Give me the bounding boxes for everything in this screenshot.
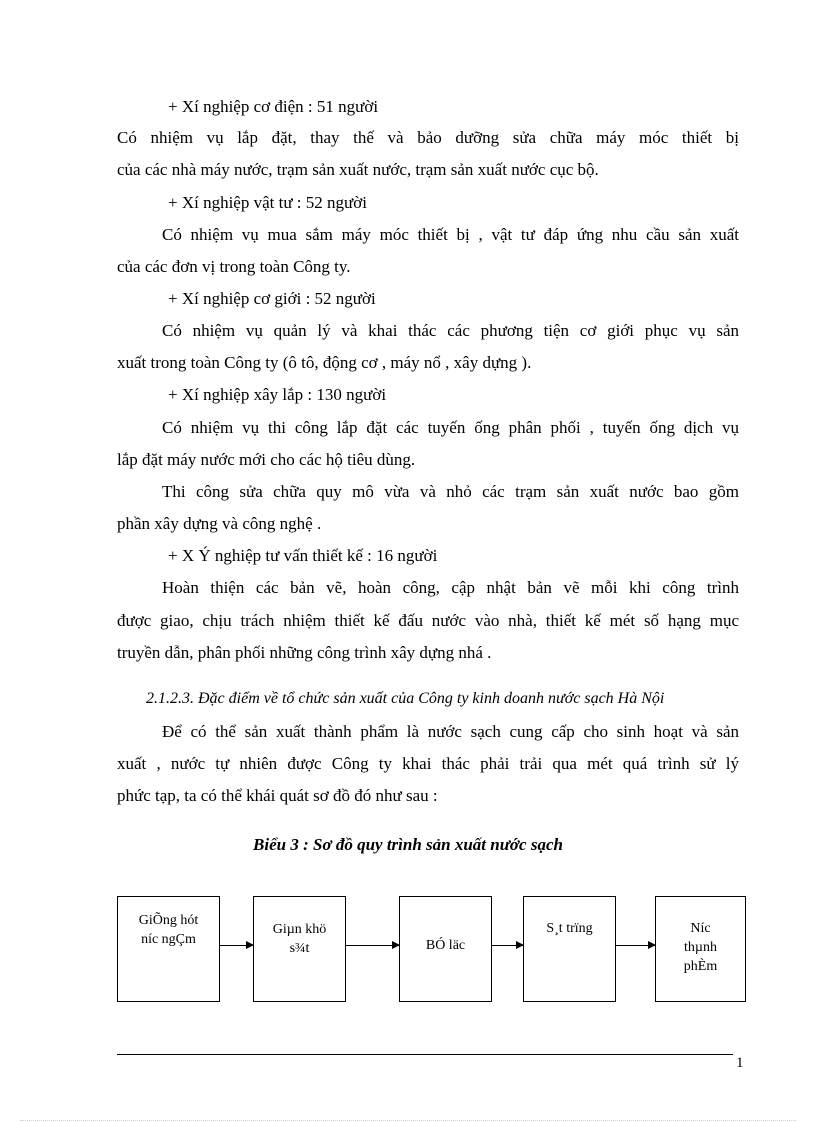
flow-arrow	[220, 945, 253, 946]
footer-rule	[117, 1054, 733, 1055]
process-box-iron-removal	[253, 896, 346, 1002]
box-label-line: thµnh	[684, 940, 717, 955]
box-label-line: s¾t	[289, 941, 310, 956]
process-box-filter	[399, 896, 492, 1002]
flow-arrow	[492, 945, 523, 946]
section-heading: 2.1.2.3. Đặc điểm về tổ chức sản xuất của Công ty kinh doanh nước sạch Hà Nội	[146, 690, 665, 707]
text-line: xuất trong toàn Công ty (ô tô, động cơ , máy nổ , xây dựng ).	[117, 353, 532, 372]
box-label-line: BÓ läc	[425, 938, 466, 953]
text-line: + Xí nghiệp xây lắp : 130 người	[168, 385, 387, 404]
box-label-line: GiÕng hót	[138, 913, 199, 928]
box-label-line: S¸t trïng	[546, 921, 593, 936]
text-line: Có nhiệm vụ thi công lắp đặt các tuyến ống phân phối , tuyến ống dịch vụ	[162, 418, 739, 437]
text-line: + Xí nghiệp cơ giới : 52 người	[168, 289, 376, 308]
process-box-finished-water	[655, 896, 746, 1002]
text-line: được giao, chịu trách nhiệm thiết kế đấu nước vào nhà, thiết kế mét số hạng mục	[117, 611, 739, 630]
text-line: của các nhà máy nước, trạm sản xuất nước, trạm sản xuất nước cục bộ.	[117, 160, 599, 179]
text-line: + Xí nghiệp vật tư : 52 người	[168, 193, 367, 212]
box-label-line: Giµn khö	[272, 922, 327, 937]
text-line: phức tạp, ta có thể khái quát sơ đồ đó như sau :	[117, 786, 438, 805]
text-line: + X Ý nghiệp tư vấn thiết kế : 16 người	[168, 546, 438, 565]
text-line: Hoàn thiện các bản vẽ, hoàn công, cập nhật bản vẽ mỗi khi công trình	[162, 578, 739, 597]
text-line: của các đơn vị trong toàn Công ty.	[117, 257, 351, 276]
text-line: Thi công sửa chữa quy mô vừa và nhỏ các trạm sản xuất nước bao gồm	[162, 482, 739, 501]
text-line: Để có thể sản xuất thành phẩm là nước sạch cung cấp cho sinh hoạt và sản	[162, 722, 739, 741]
flow-arrow	[346, 945, 399, 946]
box-label-line: Níc	[690, 921, 711, 936]
text-line: Có nhiệm vụ lắp đặt, thay thế và bảo dưỡng sửa chữa máy móc thiết bị	[117, 128, 739, 147]
text-line: Có nhiệm vụ quản lý và khai thác các phương tiện cơ giới phục vụ sản	[162, 321, 739, 340]
text-line: truyền dẫn, phân phối những công trình xây dựng nhá .	[117, 643, 492, 662]
text-line: Có nhiệm vụ mua sắm máy móc thiết bị , vật tư đáp ứng nhu cầu sản xuất	[162, 225, 739, 244]
box-label-line: níc ngÇm	[141, 932, 196, 947]
flow-arrow	[616, 945, 655, 946]
diagram-title: Biểu 3 : Sơ đồ quy trình sản xuất nước sạch	[253, 835, 563, 854]
box-label-line: phÈm	[683, 959, 718, 974]
page-edge-divider	[20, 1120, 796, 1121]
process-box-source	[117, 896, 220, 1002]
text-line: xuất , nước tự nhiên được Công ty khai thác phải trải qua mét quá trình sử lý	[117, 754, 739, 773]
text-line: + Xí nghiệp cơ điện : 51 người	[168, 97, 379, 116]
page-number: 1	[736, 1055, 744, 1071]
text-line: phần xây dựng và công nghệ .	[117, 514, 322, 533]
text-line: lắp đặt máy nước mới cho các hộ tiêu dùng.	[117, 450, 416, 469]
process-box-disinfection	[523, 896, 616, 1002]
